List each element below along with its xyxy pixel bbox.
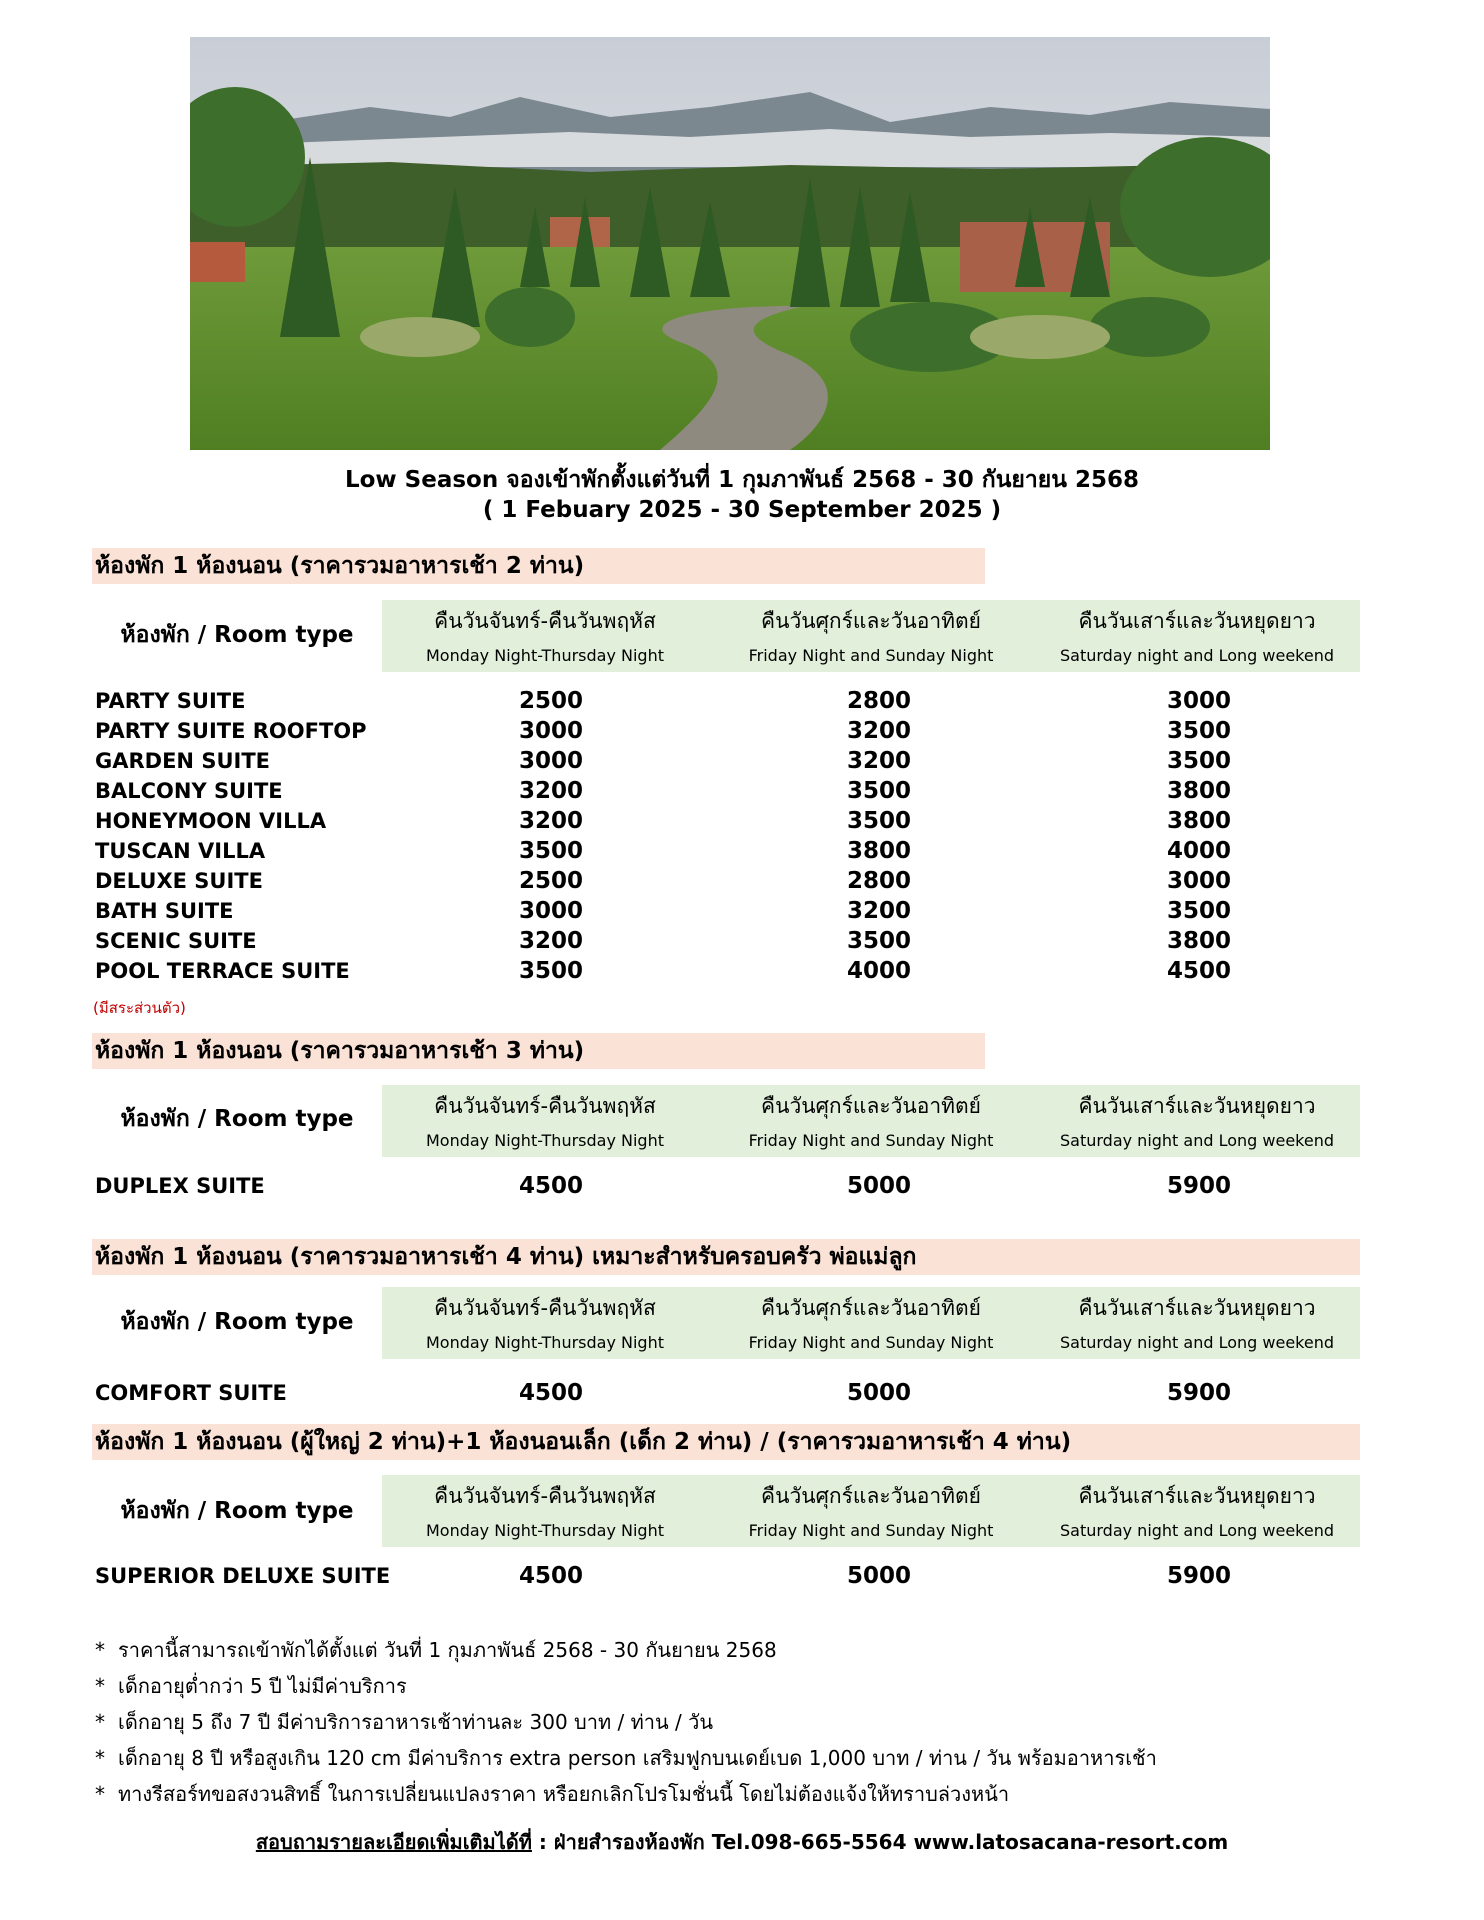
price-sat-holiday: 3800 — [1166, 808, 1231, 834]
room-name: PARTY SUITE — [95, 689, 246, 713]
column-header-en: Monday Night-Thursday Night — [425, 646, 664, 665]
column-header-th: คืนวันศุกร์และวันอาทิตย์ — [761, 609, 981, 633]
price-fri-sun: 3800 — [846, 838, 911, 864]
price-fri-sun: 3200 — [846, 898, 911, 924]
list-item — [95, 1740, 1157, 1776]
column-header-th: คืนวันศุกร์และวันอาทิตย์ — [761, 1296, 981, 1320]
column-header-th: คืนวันจันทร์-คืนวันพฤหัส — [434, 1484, 656, 1508]
price-weekday: 3000 — [518, 898, 583, 924]
column-header-sat-holiday — [1034, 1475, 1360, 1547]
section-heading: ห้องพัก 1 ห้องนอน (ราคารวมอาหารเช้า 2 ท่าน) — [92, 548, 985, 584]
column-header-sat-holiday — [1034, 1085, 1360, 1157]
note-text: ทางรีสอร์ทขอสงวนสิทธิ์ ในการเปลี่ยนแปลงราคา หรือยกเลิกโปรโมชั่นนี้ โดยไม่ต้องแจ้งให้ทราบล่วงหน้า — [118, 1782, 1010, 1806]
bullet-star: * — [95, 1674, 105, 1698]
price-fri-sun: 3200 — [846, 748, 911, 774]
price-weekday: 3500 — [518, 958, 583, 984]
column-header-sat-holiday — [1034, 600, 1360, 672]
column-header-en: Friday Night and Sunday Night — [748, 1131, 994, 1150]
column-header-th: คืนวันจันทร์-คืนวันพฤหัส — [434, 1296, 656, 1320]
column-header-band — [382, 1475, 1360, 1547]
column-header-band — [382, 1085, 1360, 1157]
table-row — [92, 926, 1360, 956]
price-sat-holiday: 3800 — [1166, 928, 1231, 954]
column-header-fri-sun — [708, 1287, 1034, 1359]
list-item — [95, 1704, 1157, 1740]
list-item — [95, 1668, 1157, 1704]
price-weekday: 3000 — [518, 718, 583, 744]
price-sat-holiday: 3500 — [1166, 898, 1231, 924]
season-subtitle: ( 1 Febuary 2025 - 30 September 2025 ) — [482, 497, 1002, 523]
resort-garden-photo — [190, 37, 1270, 450]
price-weekday: 4500 — [518, 1380, 583, 1406]
column-header-sat-holiday — [1034, 1287, 1360, 1359]
table-row — [92, 1171, 1360, 1201]
column-header-fri-sun — [708, 1475, 1034, 1547]
column-header-weekday — [382, 600, 708, 672]
room-type-header: ห้องพัก / Room type — [120, 622, 354, 648]
section-heading: ห้องพัก 1 ห้องนอน (ราคารวมอาหารเช้า 3 ท่าน) — [92, 1033, 985, 1069]
column-header-th: คืนวันศุกร์และวันอาทิตย์ — [761, 1484, 981, 1508]
price-fri-sun: 3200 — [846, 718, 911, 744]
price-weekday: 3200 — [518, 808, 583, 834]
column-header-en: Friday Night and Sunday Night — [748, 1333, 994, 1352]
price-weekday: 2500 — [518, 688, 583, 714]
price-sat-holiday: 5900 — [1166, 1380, 1231, 1406]
note-text: เด็กอายุ 8 ปี หรือสูงเกิน 120 cm มีค่าบริการ extra person เสริมฟูกบนเดย์เบด 1,000 บาท / ท่าน / วัน พร้อมอาหารเช้า — [118, 1746, 1157, 1770]
price-weekday: 2500 — [518, 868, 583, 894]
room-name: POOL TERRACE SUITE — [95, 959, 350, 983]
room-name: PARTY SUITE ROOFTOP — [95, 719, 367, 743]
column-header-weekday — [382, 1085, 708, 1157]
room-name: DELUXE SUITE — [95, 869, 263, 893]
room-name: BALCONY SUITE — [95, 779, 283, 803]
price-fri-sun: 2800 — [846, 868, 911, 894]
list-item — [95, 1632, 1157, 1668]
note-text: เด็กอายุ 5 ถึง 7 ปี มีค่าบริการอาหารเช้าท่านละ 300 บาท / ท่าน / วัน — [118, 1710, 714, 1734]
table-row — [92, 866, 1360, 896]
column-header-en: Saturday night and Long weekend — [1059, 1333, 1335, 1352]
room-name: DUPLEX SUITE — [95, 1174, 265, 1198]
section-heading: ห้องพัก 1 ห้องนอน (ผู้ใหญ่ 2 ท่าน)+1 ห้องนอนเล็ก (เด็ก 2 ท่าน) / (ราคารวมอาหารเช้า 4 ท่าน) — [92, 1424, 1360, 1460]
column-header-en: Saturday night and Long weekend — [1059, 1521, 1335, 1540]
column-header-en: Friday Night and Sunday Night — [748, 1521, 994, 1540]
room-type-header: ห้องพัก / Room type — [120, 1106, 354, 1132]
bullet-star: * — [95, 1746, 105, 1770]
room-name: SCENIC SUITE — [95, 929, 257, 953]
table-row — [92, 776, 1360, 806]
column-header-band — [382, 1287, 1360, 1359]
table-row — [92, 686, 1360, 716]
price-fri-sun: 4000 — [846, 958, 911, 984]
room-name: GARDEN SUITE — [95, 749, 270, 773]
column-header-weekday — [382, 1475, 708, 1547]
column-header-th: คืนวันเสาร์และวันหยุดยาว — [1078, 609, 1316, 633]
bullet-star: * — [95, 1782, 105, 1806]
column-header-weekday — [382, 1287, 708, 1359]
price-fri-sun: 3500 — [846, 928, 911, 954]
price-fri-sun: 2800 — [846, 688, 911, 714]
room-type-header: ห้องพัก / Room type — [120, 1498, 354, 1524]
price-weekday: 3000 — [518, 748, 583, 774]
price-sat-holiday: 5900 — [1166, 1173, 1231, 1199]
column-header-th: คืนวันจันทร์-คืนวันพฤหัส — [434, 609, 656, 633]
price-fri-sun: 3500 — [846, 778, 911, 804]
price-sat-holiday: 4500 — [1166, 958, 1231, 984]
column-header-en: Monday Night-Thursday Night — [425, 1131, 664, 1150]
column-header-th: คืนวันจันทร์-คืนวันพฤหัส — [434, 1094, 656, 1118]
column-header-fri-sun — [708, 1085, 1034, 1157]
table-row — [92, 836, 1360, 866]
column-header-th: คืนวันเสาร์และวันหยุดยาว — [1078, 1484, 1316, 1508]
contact-footer — [0, 1826, 1484, 1858]
table-row — [92, 1561, 1360, 1591]
column-header-en: Saturday night and Long weekend — [1059, 646, 1335, 665]
note-text: เด็กอายุต่ำกว่า 5 ปี ไม่มีค่าบริการ — [118, 1674, 407, 1698]
table-row — [92, 896, 1360, 926]
note-text: ราคานี้สามารถเข้าพักได้ตั้งแต่ วันที่ 1 กุมภาพันธ์ 2568 - 30 กันยายน 2568 — [118, 1638, 777, 1662]
price-weekday: 3500 — [518, 838, 583, 864]
price-fri-sun: 5000 — [846, 1380, 911, 1406]
table-row — [92, 746, 1360, 776]
column-header-en: Friday Night and Sunday Night — [748, 646, 994, 665]
price-sat-holiday: 3000 — [1166, 868, 1231, 894]
bullet-star: * — [95, 1638, 105, 1662]
column-header-th: คืนวันเสาร์และวันหยุดยาว — [1078, 1296, 1316, 1320]
price-sat-holiday: 3500 — [1166, 718, 1231, 744]
column-header-en: Saturday night and Long weekend — [1059, 1131, 1335, 1150]
column-header-en: Monday Night-Thursday Night — [425, 1333, 664, 1352]
list-item — [95, 1776, 1157, 1812]
price-weekday: 3200 — [518, 778, 583, 804]
room-name: BATH SUITE — [95, 899, 234, 923]
column-header-th: คืนวันศุกร์และวันอาทิตย์ — [761, 1094, 981, 1118]
price-fri-sun: 5000 — [846, 1563, 911, 1589]
contact-details[interactable]: : ฝ่ายสำรองห้องพัก Tel.098-665-5564 www.latosacana-resort.com — [531, 1830, 1229, 1854]
table-row — [92, 1378, 1360, 1408]
price-sat-holiday: 3500 — [1166, 748, 1231, 774]
price-sat-holiday: 4000 — [1166, 838, 1231, 864]
price-fri-sun: 5000 — [846, 1173, 911, 1199]
season-title: Low Season จองเข้าพักตั้งแต่วันที่ 1 กุมภาพันธ์ 2568 - 30 กันยายน 2568 — [344, 467, 1140, 493]
section-heading: ห้องพัก 1 ห้องนอน (ราคารวมอาหารเช้า 4 ท่าน) เหมาะสำหรับครอบครัว พ่อแม่ลูก — [92, 1239, 1360, 1275]
column-header-en: Monday Night-Thursday Night — [425, 1521, 664, 1540]
room-name: COMFORT SUITE — [95, 1381, 287, 1405]
column-header-fri-sun — [708, 600, 1034, 672]
table-row — [92, 716, 1360, 746]
room-type-header: ห้องพัก / Room type — [120, 1309, 354, 1335]
contact-label: สอบถามรายละเอียดเพิ่มเติมได้ที่ — [255, 1830, 532, 1854]
table-row — [92, 806, 1360, 836]
column-header-th: คืนวันเสาร์และวันหยุดยาว — [1078, 1094, 1316, 1118]
column-header-band — [382, 600, 1360, 672]
price-weekday: 4500 — [518, 1173, 583, 1199]
price-weekday: 4500 — [518, 1563, 583, 1589]
room-name: TUSCAN VILLA — [95, 839, 266, 863]
price-fri-sun: 3500 — [846, 808, 911, 834]
price-sat-holiday: 3000 — [1166, 688, 1231, 714]
room-name: SUPERIOR DELUXE SUITE — [95, 1564, 391, 1588]
terms-list — [95, 1632, 1157, 1812]
price-sat-holiday: 5900 — [1166, 1563, 1231, 1589]
price-weekday: 3200 — [518, 928, 583, 954]
room-name: HONEYMOON VILLA — [95, 809, 327, 833]
private-pool-note: (มีสระส่วนตัว) — [93, 999, 186, 1017]
bullet-star: * — [95, 1710, 105, 1734]
price-sat-holiday: 3800 — [1166, 778, 1231, 804]
table-row — [92, 956, 1360, 986]
